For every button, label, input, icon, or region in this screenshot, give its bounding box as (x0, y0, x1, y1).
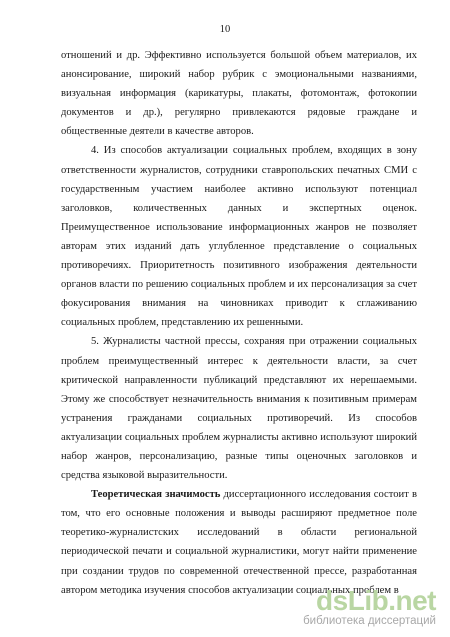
paragraph-item-4: 4. Из способов актуализации социальных проблем, входящих в зону ответственности журналистов, сотрудники ставропольских печатных СМИ с государственным участием наиболее активно используют потенциал заголовков, количественных данных и экспертных оценок. Преимущественное использование информационных жанров не позволяет авторам этих изданий дать углубленное представление о социальных противоречиях. Приоритетность позитивного изображения деятельности органов власти по решению социальных проблем и их персонализация за счет фокусирования внимания на чиновниках приводит к сглаживанию социальных проблем, представлению их решенными. (61, 145, 417, 329)
dslib-logo: dsLib.net (316, 584, 436, 616)
theoretical-significance-text: диссертационного исследования состоит в том, что его основные положения и выводы расширяют предметное поле теоретико-журналистских исследований в области региональной периодической печати и социальной журналистики, могут найти применение при создании трудов по современной отечественной прессе, разработанная автором методика изучения способов актуализации социальных проблем в (61, 489, 417, 596)
watermark (303, 584, 436, 628)
theoretical-significance-heading: Теоретическая значимость (91, 489, 221, 501)
watermark-subtitle: библиотека диссертаций (303, 614, 436, 627)
paragraph-continuation: отношений и др. Эффективно используется большой объем материалов, их анонсирование, широкий набор рубрик с эмоциональными названиями, визуальная информация (карикатуры, плакаты, фотомонтаж, фотокопии документов и др.), регулярно привлекаются рядовые граждане и общественные деятели в качестве авторов. (61, 50, 417, 138)
page-number: 10 (219, 24, 231, 35)
paragraph-theoretical-significance (61, 485, 417, 600)
paragraph-item-5: 5. Журналисты частной прессы, сохраняя при отражении социальных проблем преимущественный интерес к деятельности власти, за счет критической направленности публикаций представляют их нерешаемыми. Этому же способствует незначительность внимания к позитивным примерам устранения гражданами социальных противоречий. Из способов актуализации социальных проблем журналисты активно используют широкий набор жанров, персонализацию, разные типы оценочных заголовков и средства языковой выразительности. (61, 336, 417, 482)
body-text (61, 46, 417, 600)
